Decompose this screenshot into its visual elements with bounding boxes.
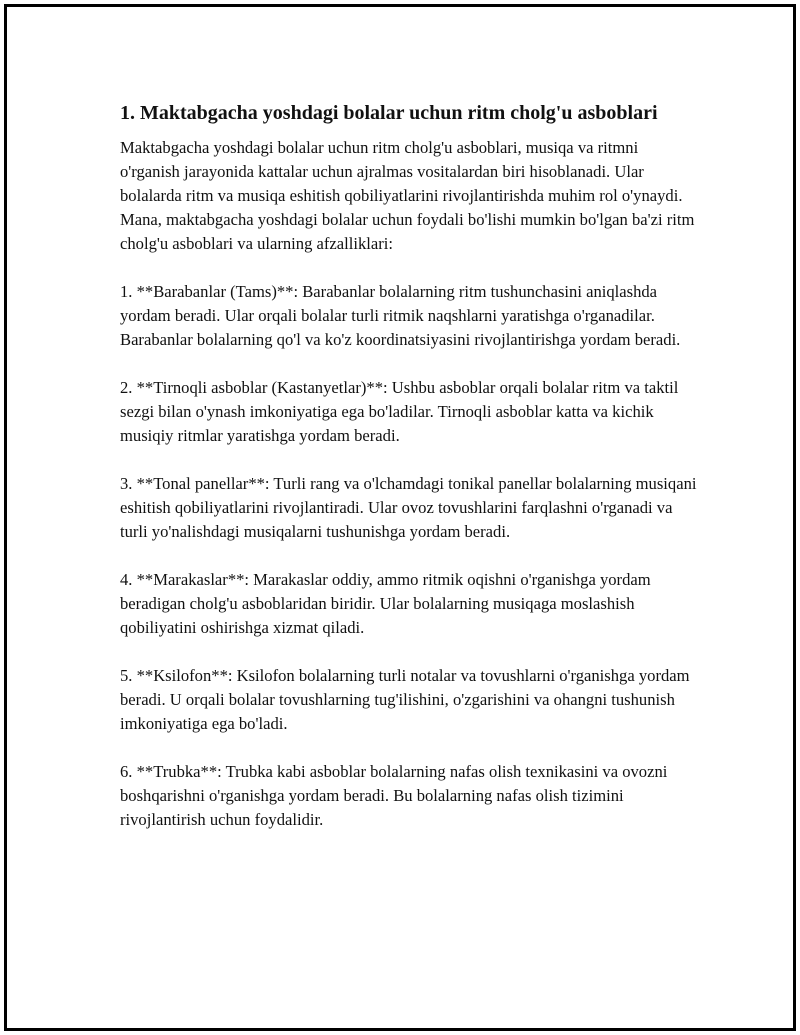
document-title: 1. Maktabgacha yoshdagi bolalar uchun ritm cholg'u asboblari [120,102,658,124]
list-item-tonal-panellar: 3. **Tonal panellar**: Turli rang va o'lchamdagi tonikal panellar bolalarning musiqani eshitish qobiliyatlarini rivojlantiradi. Ular ovoz tovushlarini farqlashni o'rganadi va turli yo'nalishdagi musiqalarni tushunishga yordam beradi. [120,474,697,541]
list-item-ksilofon: 5. **Ksilofon**: Ksilofon bolalarning turli notalar va tovushlarni o'rganishga yordam beradi. U orqali bolalar tovushlarning tug'ilishini, o'zgarishini va ohangni tushunish imkoniyatiga ega bo'ladi. [120,666,690,733]
document-body [120,99,700,856]
page-frame [4,4,796,1031]
list-item-trubka: 6. **Trubka**: Trubka kabi asboblar bolalarning nafas olish texnikasini va ovozni boshqarishni o'rganishga yordam beradi. Bu bolalarning nafas olish tizimini rivojlantirish uchun foydalidir. [120,762,668,829]
intro-paragraph: Maktabgacha yoshdagi bolalar uchun ritm cholg'u asboblari, musiqa va ritmni o'rganish jarayonida kattalar uchun ajralmas vositalardan biri hisoblanadi. Ular bolalarda ritm va musiqa eshitish qobiliyatlarini rivojlantirishda muhim rol o'ynaydi. Mana, maktabgacha yoshdagi bolalar uchun foydali bo'lishi mumkin bo'lgan ba'zi ritm cholg'u asboblari va ularning afzalliklari: [120,138,695,253]
list-item-marakaslar: 4. **Marakaslar**: Marakaslar oddiy, ammo ritmik oqishni o'rganishga yordam beradigan cholg'u asboblaridan biridir. Ular bolalarning musiqaga moslashish qobiliyatini oshirishga xizmat qiladi. [120,570,651,637]
list-item-tirnoqli-asboblar: 2. **Tirnoqli asboblar (Kastanyetlar)**: Ushbu asboblar orqali bolalar ritm va taktil sezgi bilan o'ynash imkoniyatiga ega bo'ladilar. Tirnoqli asboblar katta va kichik musiqiy ritmlar yaratishga yordam beradi. [120,378,679,445]
list-item-barabanlar: 1. **Barabanlar (Tams)**: Barabanlar bolalarning ritm tushunchasini aniqlashda yordam beradi. Ular orqali bolalar turli ritmik naqshlarni yaratishga o'rganadilar. Barabanlar bolalarning qo'l va ko'z koordinatsiyasini rivojlantirishga yordam beradi. [120,282,681,349]
